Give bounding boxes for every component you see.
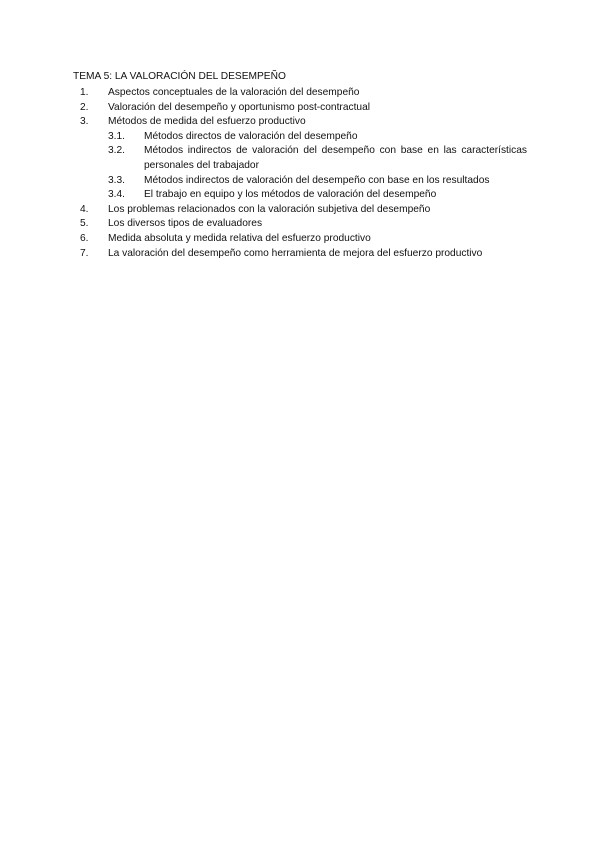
list-item [80, 217, 527, 232]
list-item [80, 247, 527, 262]
item-number: 5. [80, 218, 89, 230]
subitem-number: 3.2. [108, 145, 125, 157]
list-item [80, 115, 527, 130]
subitem-text: El trabajo en equipo y los métodos de valoración del desempeño [144, 189, 437, 201]
list-item [80, 232, 527, 247]
sublist [80, 130, 527, 203]
sublist-item [108, 188, 527, 203]
document-title: TEMA 5: LA VALORACIÓN DEL DESEMPEÑO [73, 71, 286, 82]
subitem-number: 3.1. [108, 130, 125, 142]
list-item [80, 203, 527, 218]
subitem-number: 3.4. [108, 189, 125, 201]
sublist-item [108, 144, 527, 173]
item-number: 1. [80, 87, 89, 98]
item-text: Los problemas relacionados con la valoración subjetiva del desempeño [108, 203, 431, 215]
item-text: Los diversos tipos de evaluadores [108, 218, 263, 230]
list-item [80, 86, 527, 101]
table-of-contents [80, 86, 527, 261]
subitem-text: Métodos indirectos de valoración del desempeño con base en los resultados [144, 174, 490, 186]
subitem-text: Métodos directos de valoración del desempeño [144, 130, 358, 142]
item-text: Medida absoluta y medida relativa del esfuerzo productivo [108, 232, 371, 244]
item-number: 2. [80, 101, 89, 113]
item-number: 6. [80, 232, 89, 244]
sublist-item [108, 130, 527, 145]
subitem-number: 3.3. [108, 174, 125, 186]
item-text: Valoración del desempeño y oportunismo post-contractual [108, 101, 371, 113]
item-text: Métodos de medida del esfuerzo productivo [108, 116, 306, 128]
sublist-item [108, 174, 527, 189]
item-number: 3. [80, 116, 89, 128]
item-text: La valoración del desempeño como herramienta de mejora del esfuerzo productivo [108, 247, 483, 259]
item-text: Aspectos conceptuales de la valoración del desempeño [108, 87, 360, 98]
subitem-text: Métodos indirectos de valoración del desempeño con base en las características personales del trabajador [144, 145, 527, 171]
item-number: 7. [80, 247, 89, 259]
item-number: 4. [80, 203, 89, 215]
list-item [80, 101, 527, 116]
